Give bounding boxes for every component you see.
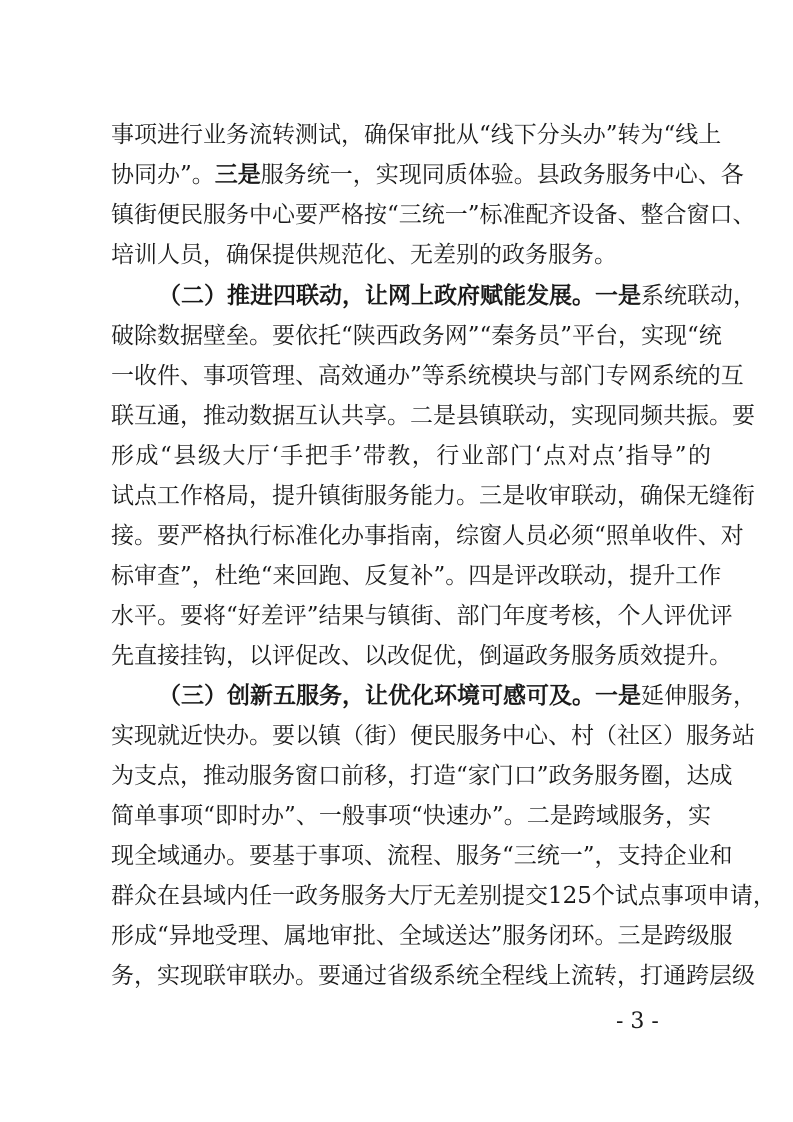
text-line [111, 120, 722, 150]
text-line [158, 281, 756, 311]
bold-text-run: 一是 [595, 682, 641, 709]
text-run: 实现就近快办。要以镇（街）便民服务中心、村（社区）服务站 [111, 723, 755, 749]
text-line [158, 681, 756, 711]
text-line [111, 521, 744, 551]
text-line [111, 961, 755, 991]
text-line [111, 761, 733, 791]
page-number: - 3 - [616, 1009, 659, 1034]
text-run: 延伸服务， [641, 683, 756, 709]
text-run: 破除数据壁垒。要依托“陕西政务网”“秦务员”平台，实现“统 [111, 323, 722, 349]
text-run: 务，实现联审联办。要通过省级系统全程线上流转，打通跨层级 [111, 963, 755, 989]
text-run: 群众在县域内任一政务服务大厅无差别提交125个试点事项申请， [111, 883, 776, 909]
bold-text-run: （二）推进四联动，让网上政府赋能发展。 [158, 282, 595, 309]
bold-text-run: 三是 [214, 161, 261, 188]
bold-text-run: （三）创新五服务，让优化环境可感可及。 [158, 682, 595, 709]
text-line [111, 881, 776, 911]
text-run: 系统联动， [641, 283, 756, 309]
text-line [111, 601, 733, 631]
text-line [111, 481, 755, 511]
text-line [111, 240, 617, 270]
text-run: 服务统一，实现同质体验。县政务服务中心、各 [260, 162, 744, 188]
bold-text-run: 一是 [595, 282, 641, 309]
text-run: 简单事项“即时办”、一般事项“快速办”。二是跨域服务，实 [111, 803, 711, 829]
text-line [111, 841, 733, 871]
text-line [111, 361, 744, 391]
text-run: 形成“异地受理、属地审批、全域送达”服务闭环。三是跨级服 [111, 923, 733, 949]
text-line [111, 200, 756, 230]
text-line [111, 160, 744, 190]
text-line [111, 401, 755, 431]
text-run: 培训人员，确保提供规范化、无差别的政务服务。 [111, 242, 617, 268]
text-run: 接。要严格执行标准化办事指南，综窗人员必须“照单收件、对 [111, 523, 744, 549]
text-run: 水平。要将“好差评”结果与镇街、部门年度考核，个人评优评 [111, 603, 733, 629]
text-line [111, 441, 711, 471]
text-run: 现全域通办。要基于事项、流程、服务“三统一”，支持企业和 [111, 843, 733, 869]
text-run: 试点工作格局，提升镇街服务能力。三是收审联动，确保无缝衔 [111, 483, 755, 509]
text-line [111, 561, 722, 591]
text-line [111, 801, 711, 831]
text-run: 形成“县级大厅‘手把手’带教，行业部门‘点对点’指导”的 [111, 443, 711, 469]
text-run: 标审查”，杜绝“来回跑、反复补”。四是评改联动，提升工作 [111, 563, 722, 589]
text-run: 先直接挂钩，以评促改、以改促优，倒逼政务服务质效提升。 [111, 643, 732, 669]
text-line [111, 641, 732, 671]
text-run: 镇街便民服务中心要严格按“三统一”标准配齐设备、整合窗口、 [111, 202, 756, 228]
text-line [111, 721, 755, 751]
text-line [111, 321, 722, 351]
text-run: 协同办”。 [111, 162, 215, 188]
text-line [111, 921, 733, 951]
text-run: 事项进行业务流转测试，确保审批从“线下分头办”转为“线上 [111, 122, 722, 148]
text-run: 为支点，推动服务窗口前移，打造“家门口”政务服务圈，达成 [111, 763, 733, 789]
text-run: 一收件、事项管理、高效通办”等系统模块与部门专网系统的互 [111, 363, 744, 389]
text-run: 联互通，推动数据互认共享。二是县镇联动，实现同频共振。要 [111, 403, 755, 429]
